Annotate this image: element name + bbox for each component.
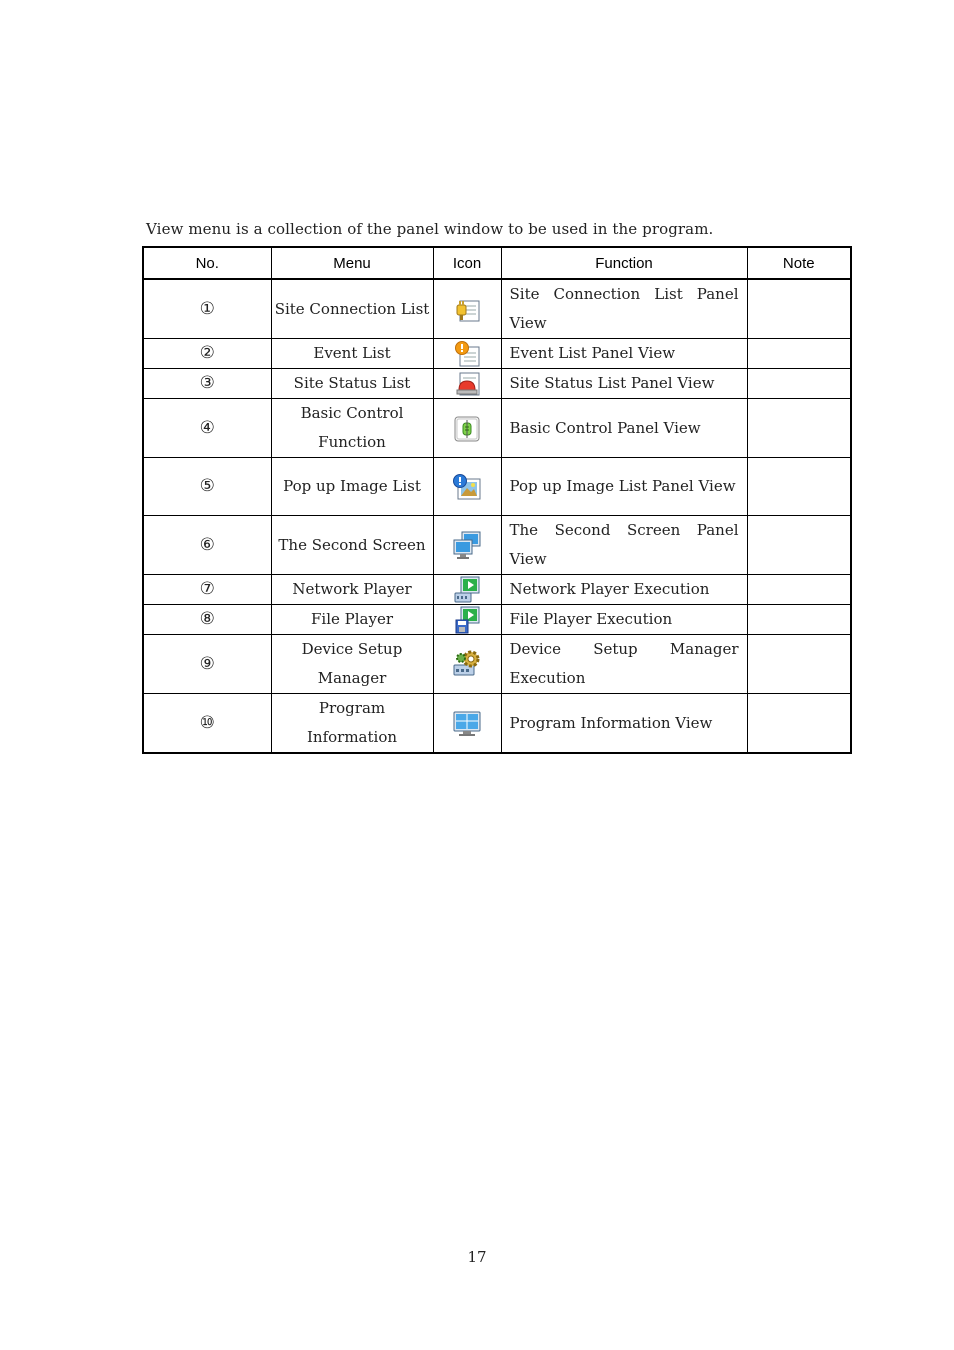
note-cell xyxy=(747,399,851,458)
icon-cell xyxy=(433,516,501,575)
icon-cell xyxy=(433,399,501,458)
popup-image-icon xyxy=(452,473,482,501)
menu-name: Pop up Image List xyxy=(271,458,433,516)
function-text: Basic Control Panel View xyxy=(501,399,747,458)
function-text: The Second Screen Panel View xyxy=(501,516,747,575)
header-menu: Menu xyxy=(271,247,433,279)
table-row xyxy=(143,605,851,635)
function-text: File Player Execution xyxy=(501,605,747,635)
menu-name: Site Status List xyxy=(271,369,433,399)
icon-cell xyxy=(433,575,501,605)
note-cell xyxy=(747,279,851,339)
row-number: ⑤ xyxy=(143,458,271,516)
menu-name: Basic Control Function xyxy=(271,399,433,458)
intro-text: View menu is a collection of the panel window to be used in the program. xyxy=(146,220,714,238)
row-number: ① xyxy=(143,279,271,339)
table-row xyxy=(143,694,851,754)
menu-name: Event List xyxy=(271,339,433,369)
program-info-monitor-icon xyxy=(452,710,482,738)
header-function: Function xyxy=(501,247,747,279)
site-connection-plug-icon xyxy=(453,296,481,324)
event-list-warning-icon xyxy=(453,341,481,367)
note-cell xyxy=(747,516,851,575)
table-header-row xyxy=(143,247,851,279)
menu-name: Site Connection List xyxy=(271,279,433,339)
table-row xyxy=(143,369,851,399)
header-icon: Icon xyxy=(433,247,501,279)
function-text: Event List Panel View xyxy=(501,339,747,369)
header-note: Note xyxy=(747,247,851,279)
row-number: ④ xyxy=(143,399,271,458)
row-number: ⑩ xyxy=(143,694,271,754)
note-cell xyxy=(747,605,851,635)
note-cell xyxy=(747,339,851,369)
page-number: 17 xyxy=(467,1248,487,1266)
function-text: Site Status List Panel View xyxy=(501,369,747,399)
row-number: ⑨ xyxy=(143,635,271,694)
icon-cell xyxy=(433,339,501,369)
function-text: Network Player Execution xyxy=(501,575,747,605)
icon-cell xyxy=(433,694,501,754)
view-menu-table xyxy=(142,246,852,754)
note-cell xyxy=(747,458,851,516)
basic-control-icon xyxy=(453,415,481,443)
function-text: Device Setup Manager Execution xyxy=(501,635,747,694)
row-number: ⑧ xyxy=(143,605,271,635)
function-text: Site Connection List Panel View xyxy=(501,279,747,339)
icon-cell xyxy=(433,279,501,339)
table-row xyxy=(143,399,851,458)
note-cell xyxy=(747,635,851,694)
table-row xyxy=(143,635,851,694)
menu-name: Device Setup Manager xyxy=(271,635,433,694)
table-row xyxy=(143,339,851,369)
note-cell xyxy=(747,369,851,399)
function-text: Program Information View xyxy=(501,694,747,754)
note-cell xyxy=(747,575,851,605)
file-player-icon xyxy=(453,606,481,634)
row-number: ⑥ xyxy=(143,516,271,575)
menu-name: Network Player xyxy=(271,575,433,605)
table-row xyxy=(143,516,851,575)
menu-name: File Player xyxy=(271,605,433,635)
menu-name: Program Information xyxy=(271,694,433,754)
menu-name: The Second Screen xyxy=(271,516,433,575)
table-row xyxy=(143,279,851,339)
device-setup-gear-icon xyxy=(452,649,482,679)
table-row xyxy=(143,575,851,605)
network-player-icon xyxy=(453,576,481,604)
row-number: ② xyxy=(143,339,271,369)
note-cell xyxy=(747,694,851,754)
table-row xyxy=(143,458,851,516)
site-status-siren-icon xyxy=(453,371,481,397)
second-screen-monitors-icon xyxy=(452,530,482,560)
function-text: Pop up Image List Panel View xyxy=(501,458,747,516)
row-number: ⑦ xyxy=(143,575,271,605)
icon-cell xyxy=(433,458,501,516)
header-no: No. xyxy=(143,247,271,279)
icon-cell xyxy=(433,635,501,694)
icon-cell xyxy=(433,369,501,399)
icon-cell xyxy=(433,605,501,635)
row-number: ③ xyxy=(143,369,271,399)
